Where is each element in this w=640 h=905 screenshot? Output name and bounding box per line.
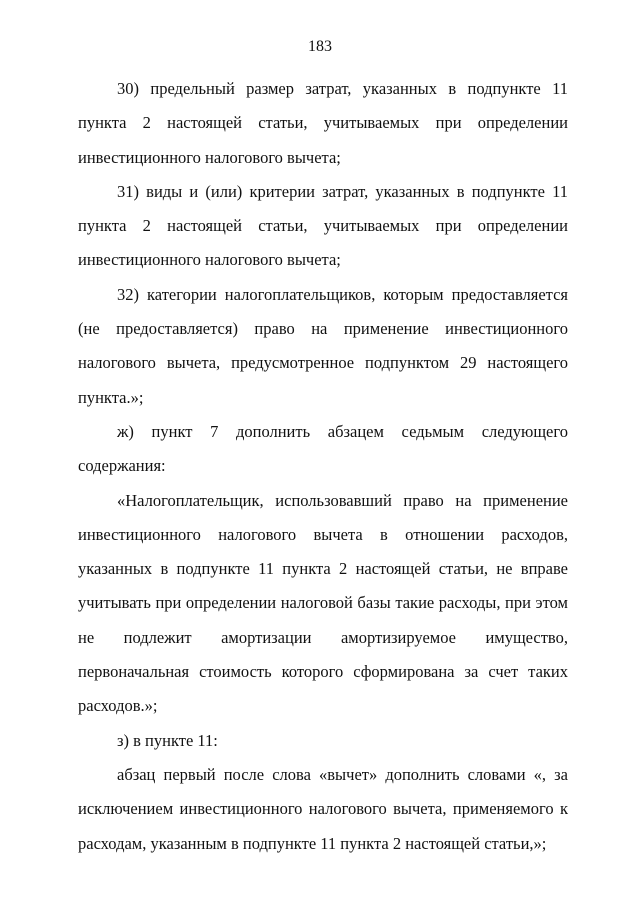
paragraph-amendment: абзац первый после слова «вычет» дополнить словами «, за исключением инвестиционного налогового вычета, применяемого к расходам, указанным в подпункте 11 пункта 2 настоящей статьи,»; (78, 764, 568, 853)
page-number: 183 (308, 38, 332, 55)
document-body (78, 72, 568, 861)
paragraph-quoted-text: «Налогоплательщик, использовавший право на применение инвестиционного налогового вычета в отношении расходов, указанных в подпункте 11 пункта 2 настоящей статьи, не вправе учитывать при определении налоговой базы такие расходы, при этом не подлежит амортизации амортизируемое имущество, первоначальная стоимость которого сформирована за счет таких расходов.»; (78, 490, 568, 716)
paragraph-item-32: 32) категории налогоплательщиков, которым предоставляется (не предоставляется) право на применение инвестиционного налогового вычета, предусмотренное подпунктом 29 настоящего пункта.»; (78, 284, 568, 407)
paragraph-item-31: 31) виды и (или) критерии затрат, указанных в подпункте 11 пункта 2 настоящей статьи, учитываемых при определении инвестиционного налогового вычета; (78, 181, 568, 270)
paragraph-point-z: з) в пункте 11: (117, 730, 218, 750)
paragraph-point-zh: ж) пункт 7 дополнить абзацем седьмым следующего содержания: (78, 421, 568, 476)
paragraph-item-30: 30) предельный размер затрат, указанных в подпункте 11 пункта 2 настоящей статьи, учитываемых при определении инвестиционного налогового вычета; (78, 79, 568, 167)
